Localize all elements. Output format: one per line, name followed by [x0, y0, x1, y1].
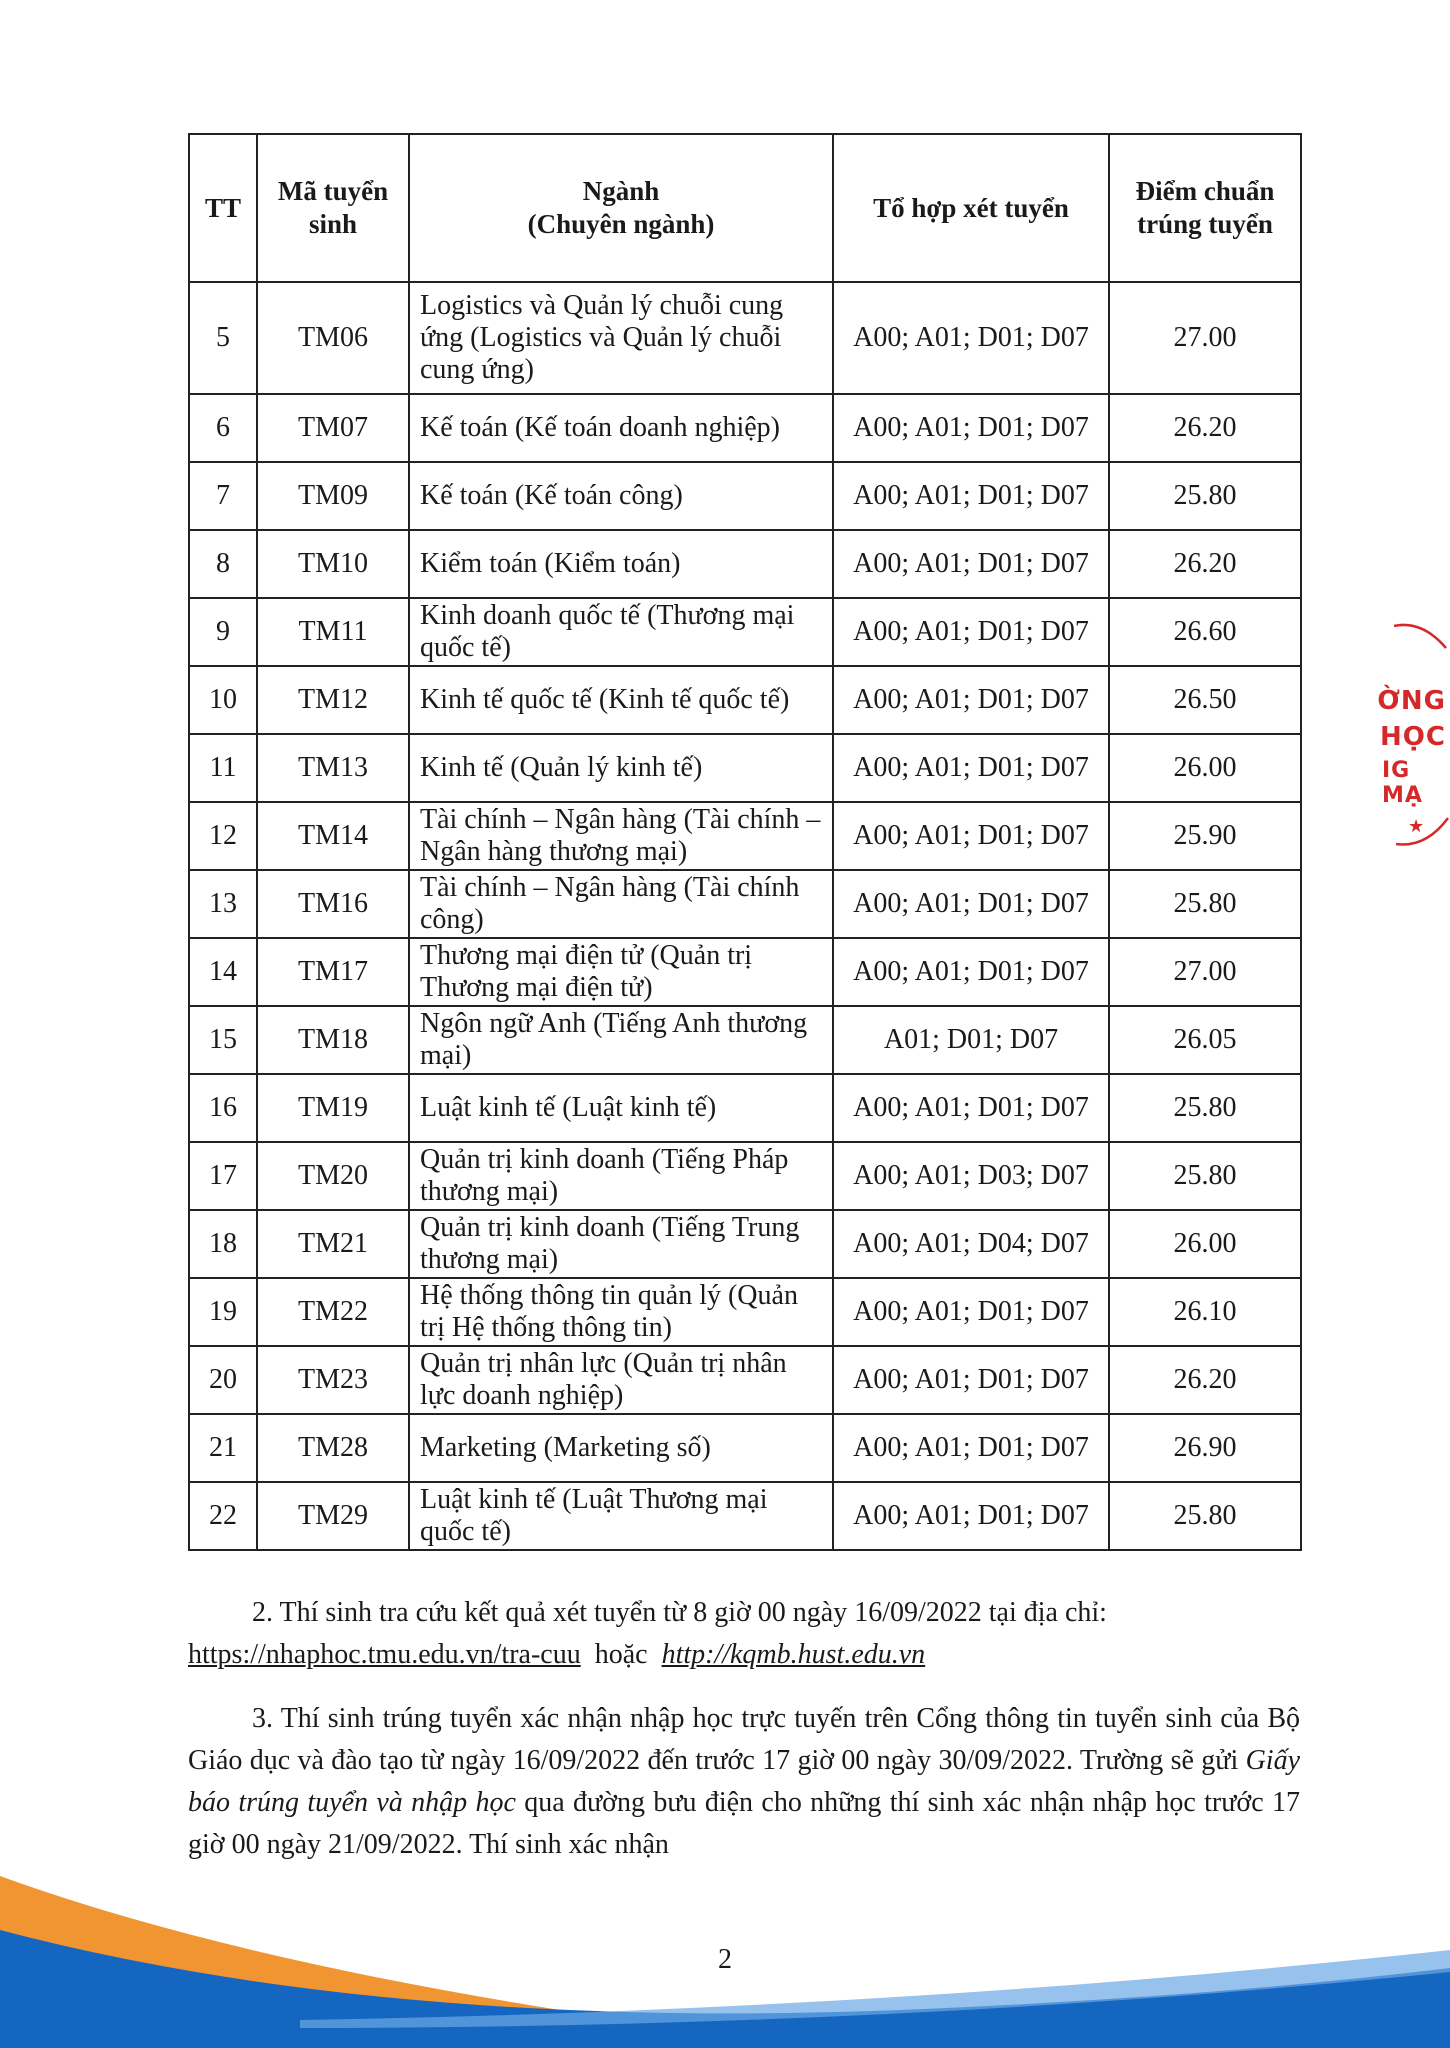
cell-major: Luật kinh tế (Luật kinh tế)	[409, 1074, 833, 1142]
paragraph-2-text: 2. Thí sinh tra cứu kết quả xét tuyển từ 8 giờ 00 ngày 16/09/2022 tại địa chỉ:	[252, 1597, 1107, 1628]
cell-code: TM22	[257, 1278, 409, 1346]
cell-major: Ngôn ngữ Anh (Tiếng Anh thương mại)	[409, 1006, 833, 1074]
table-row	[189, 1210, 1301, 1278]
cell-tt: 20	[189, 1346, 257, 1414]
cell-score: 27.00	[1109, 938, 1301, 1006]
cell-score: 26.90	[1109, 1414, 1301, 1482]
cell-major: Kiểm toán (Kiểm toán)	[409, 530, 833, 598]
table-row	[189, 282, 1301, 394]
cell-major: Hệ thống thông tin quản lý (Quản trị Hệ thống thông tin)	[409, 1278, 833, 1346]
cell-code: TM16	[257, 870, 409, 938]
cell-major: Kinh tế quốc tế (Kinh tế quốc tế)	[409, 666, 833, 734]
cell-major: Luật kinh tế (Luật Thương mại quốc tế)	[409, 1482, 833, 1550]
table-row	[189, 1006, 1301, 1074]
table-row	[189, 666, 1301, 734]
cell-code: TM13	[257, 734, 409, 802]
cell-score: 26.60	[1109, 598, 1301, 666]
cell-combo: A00; A01; D01; D07	[833, 734, 1109, 802]
cell-tt: 13	[189, 870, 257, 938]
table-row	[189, 1346, 1301, 1414]
cell-tt: 14	[189, 938, 257, 1006]
table-row	[189, 938, 1301, 1006]
cell-major: Kinh doanh quốc tế (Thương mại quốc tế)	[409, 598, 833, 666]
cell-combo: A00; A01; D01; D07	[833, 870, 1109, 938]
paragraph-3	[188, 1698, 1300, 1866]
cell-combo: A00; A01; D01; D07	[833, 394, 1109, 462]
cell-major: Quản trị nhân lực (Quản trị nhân lực doanh nghiệp)	[409, 1346, 833, 1414]
cell-score: 25.80	[1109, 1482, 1301, 1550]
cell-score: 26.10	[1109, 1278, 1301, 1346]
cell-combo: A00; A01; D01; D07	[833, 1074, 1109, 1142]
cell-score: 26.50	[1109, 666, 1301, 734]
cell-major: Logistics và Quản lý chuỗi cung ứng (Logistics và Quản lý chuỗi cung ứng)	[409, 282, 833, 394]
cell-score: 26.05	[1109, 1006, 1301, 1074]
cell-combo: A00; A01; D01; D07	[833, 802, 1109, 870]
table-row	[189, 802, 1301, 870]
table-body	[189, 282, 1301, 1550]
cell-code: TM23	[257, 1346, 409, 1414]
cell-score: 25.90	[1109, 802, 1301, 870]
cell-tt: 8	[189, 530, 257, 598]
cell-tt: 19	[189, 1278, 257, 1346]
cell-combo: A01; D01; D07	[833, 1006, 1109, 1074]
cell-score: 26.00	[1109, 1210, 1301, 1278]
cell-combo: A00; A01; D04; D07	[833, 1210, 1109, 1278]
table-row	[189, 1074, 1301, 1142]
admission-score-table	[188, 133, 1302, 1551]
page-number: 2	[718, 1944, 732, 1975]
cell-code: TM14	[257, 802, 409, 870]
cell-major: Kinh tế (Quản lý kinh tế)	[409, 734, 833, 802]
svg-text:★: ★	[1408, 816, 1425, 837]
cell-code: TM21	[257, 1210, 409, 1278]
cell-code: TM07	[257, 394, 409, 462]
cell-code: TM20	[257, 1142, 409, 1210]
table-row	[189, 1278, 1301, 1346]
link-kqmb[interactable]: http://kqmb.hust.edu.vn	[661, 1639, 926, 1670]
cell-tt: 9	[189, 598, 257, 666]
cell-score: 27.00	[1109, 282, 1301, 394]
cell-code: TM12	[257, 666, 409, 734]
header-score: Điểm chuẩn trúng tuyển	[1109, 134, 1301, 282]
stamp-line-1: ỜNG	[1377, 686, 1446, 716]
cell-score: 26.20	[1109, 394, 1301, 462]
cell-combo: A00; A01; D01; D07	[833, 1482, 1109, 1550]
cell-major: Quản trị kinh doanh (Tiếng Pháp thương mại)	[409, 1142, 833, 1210]
red-seal-stamp	[1377, 612, 1450, 872]
or-text: hoặc	[594, 1639, 648, 1670]
cell-code: TM18	[257, 1006, 409, 1074]
paragraph-3-part1: 3. Thí sinh trúng tuyển xác nhận nhập học trực tuyến trên Cổng thông tin tuyển sinh của Bộ Giáo dục và đào tạo từ ngày 16/09/2022 đến trước 17 giờ 00 ngày 30/09/2022. Trường sẽ gửi	[188, 1703, 1300, 1776]
cell-combo: A00; A01; D01; D07	[833, 462, 1109, 530]
cell-major: Thương mại điện tử (Quản trị Thương mại điện tử)	[409, 938, 833, 1006]
cell-code: TM09	[257, 462, 409, 530]
cell-combo: A00; A01; D01; D07	[833, 1278, 1109, 1346]
cell-score: 25.80	[1109, 870, 1301, 938]
cell-tt: 11	[189, 734, 257, 802]
cell-combo: A00; A01; D01; D07	[833, 598, 1109, 666]
header-code: Mã tuyển sinh	[257, 134, 409, 282]
table-row	[189, 1414, 1301, 1482]
table-row	[189, 870, 1301, 938]
cell-tt: 5	[189, 282, 257, 394]
cell-tt: 12	[189, 802, 257, 870]
cell-score: 26.20	[1109, 530, 1301, 598]
cell-major: Tài chính – Ngân hàng (Tài chính công)	[409, 870, 833, 938]
cell-combo: A00; A01; D01; D07	[833, 1346, 1109, 1414]
cell-combo: A00; A01; D01; D07	[833, 530, 1109, 598]
cell-combo: A00; A01; D01; D07	[833, 666, 1109, 734]
table-row	[189, 734, 1301, 802]
table-row	[189, 530, 1301, 598]
table-row	[189, 1142, 1301, 1210]
table-row	[189, 394, 1301, 462]
cell-combo: A00; A01; D01; D07	[833, 282, 1109, 394]
paragraph-3-part2: qua đường bưu điện cho những thí sinh xác nhận nhập học trước 17 giờ 00 ngày 21/09/2022. Thí sinh xác nhận	[188, 1787, 1300, 1860]
cell-tt: 18	[189, 1210, 257, 1278]
table-row	[189, 1482, 1301, 1550]
link-nhaphoc[interactable]: https://nhaphoc.tmu.edu.vn/tra-cuu	[188, 1639, 581, 1670]
cell-score: 25.80	[1109, 1142, 1301, 1210]
cell-major: Kế toán (Kế toán công)	[409, 462, 833, 530]
cell-combo: A00; A01; D03; D07	[833, 1142, 1109, 1210]
cell-code: TM11	[257, 598, 409, 666]
cell-major: Quản trị kinh doanh (Tiếng Trung thương mại)	[409, 1210, 833, 1278]
cell-tt: 10	[189, 666, 257, 734]
cell-code: TM29	[257, 1482, 409, 1550]
cell-code: TM10	[257, 530, 409, 598]
cell-score: 25.80	[1109, 1074, 1301, 1142]
cell-major: Kế toán (Kế toán doanh nghiệp)	[409, 394, 833, 462]
table-header-row	[189, 134, 1301, 282]
cell-tt: 17	[189, 1142, 257, 1210]
cell-score: 26.00	[1109, 734, 1301, 802]
cell-score: 26.20	[1109, 1346, 1301, 1414]
cell-major: Marketing (Marketing số)	[409, 1414, 833, 1482]
cell-tt: 22	[189, 1482, 257, 1550]
cell-tt: 6	[189, 394, 257, 462]
stamp-line-2: HỌC	[1380, 722, 1446, 752]
cell-combo: A00; A01; D01; D07	[833, 938, 1109, 1006]
cell-tt: 15	[189, 1006, 257, 1074]
stamp-line-3: IG MẠ	[1382, 758, 1423, 808]
cell-code: TM28	[257, 1414, 409, 1482]
cell-tt: 21	[189, 1414, 257, 1482]
header-combo: Tổ hợp xét tuyển	[833, 134, 1109, 282]
cell-major: Tài chính – Ngân hàng (Tài chính – Ngân hàng thương mại)	[409, 802, 833, 870]
paragraph-2	[188, 1592, 1300, 1676]
cell-tt: 7	[189, 462, 257, 530]
cell-tt: 16	[189, 1074, 257, 1142]
table-row	[189, 598, 1301, 666]
cell-combo: A00; A01; D01; D07	[833, 1414, 1109, 1482]
header-major: Ngành (Chuyên ngành)	[409, 134, 833, 282]
cell-score: 25.80	[1109, 462, 1301, 530]
cell-code: TM17	[257, 938, 409, 1006]
cell-code: TM19	[257, 1074, 409, 1142]
paragraph-3-emphasis: Giấy báo trúng tuyển và nhập học	[188, 1745, 1301, 1818]
cell-code: TM06	[257, 282, 409, 394]
table-row	[189, 462, 1301, 530]
header-tt: TT	[189, 134, 257, 282]
